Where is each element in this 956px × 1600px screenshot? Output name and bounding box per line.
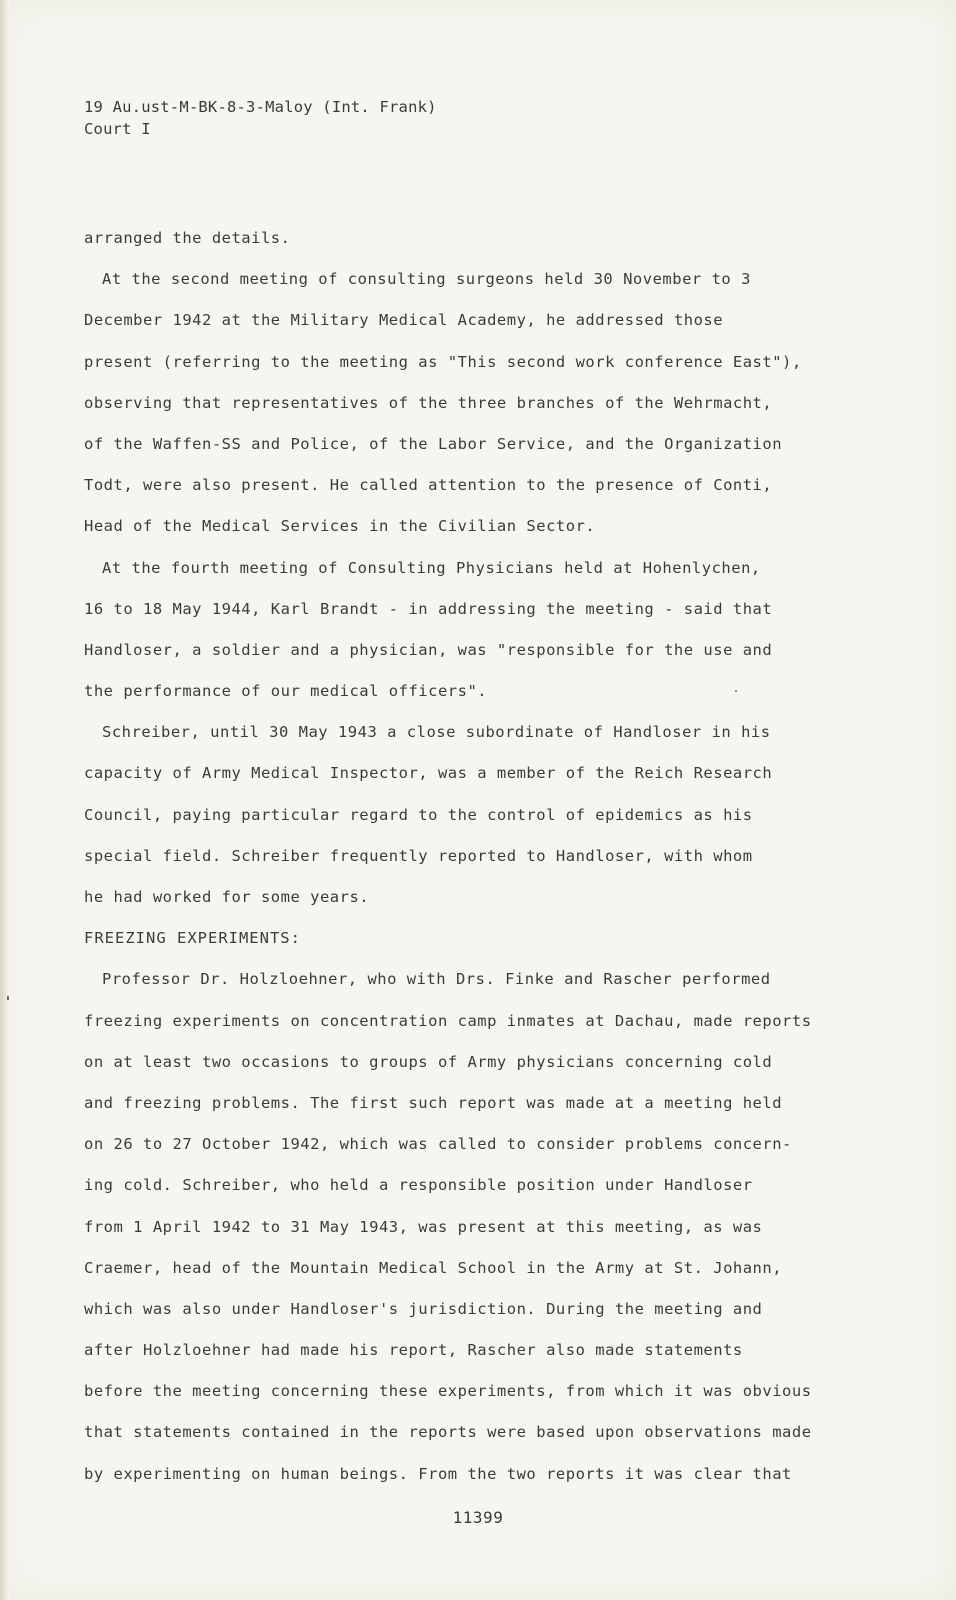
header-date-line: 19 Au.ust-M-BK-8-3-Maloy (Int. Frank) xyxy=(84,98,437,116)
body-line: Head of the Medical Services in the Civilian Sector. xyxy=(84,517,596,536)
body-line: he had worked for some years. xyxy=(84,888,370,906)
body-line: of the Waffen-SS and Police, of the Labor Service, and the Organization xyxy=(84,434,783,453)
body-line: At the second meeting of consulting surgeons held 30 November to 3 xyxy=(102,270,751,289)
body-line: by experimenting on human beings. From the two reports it was clear that xyxy=(84,1464,792,1483)
body-line: the performance of our medical officers". xyxy=(84,682,488,701)
body-line: on 26 to 27 October 1942, which was called to consider problems concern- xyxy=(84,1135,792,1154)
body-line: and freezing problems. The first such report was made at a meeting held xyxy=(84,1093,783,1112)
body-line: Professor Dr. Holzloehner, who with Drs. Finke and Rascher performed xyxy=(102,970,771,989)
margin-mark xyxy=(7,996,9,1000)
page-number: 11399 xyxy=(452,1508,504,1527)
document-body xyxy=(84,218,864,1495)
body-line: from 1 April 1942 to 31 May 1943, was present at this meeting, as was xyxy=(84,1217,763,1236)
body-line: ing cold. Schreiber, who held a responsible position under Handloser xyxy=(84,1176,753,1195)
body-line: Todt, were also present. He called attention to the presence of Conti, xyxy=(84,476,773,495)
section-heading: FREEZING EXPERIMENTS: xyxy=(84,929,301,948)
body-line: after Holzloehner had made his report, Rascher also made statements xyxy=(84,1341,743,1360)
body-line: freezing experiments on concentration camp inmates at Dachau, made reports xyxy=(84,1011,812,1030)
paper-binding-edge xyxy=(0,0,10,1600)
body-line: December 1942 at the Military Medical Academy, he addressed those xyxy=(84,311,724,330)
body-line: observing that representatives of the three branches of the Wehrmacht, xyxy=(84,393,773,412)
body-line: that statements contained in the reports were based upon observations made xyxy=(84,1423,812,1442)
document-header xyxy=(84,96,437,140)
body-line: special field. Schreiber frequently reported to Handloser, with whom xyxy=(84,846,753,865)
header-court-line: Court I xyxy=(84,120,151,138)
body-line: 16 to 18 May 1944, Karl Brandt - in addressing the meeting - said that xyxy=(84,599,773,618)
body-line: present (referring to the meeting as "This second work conference East"), xyxy=(84,352,802,371)
body-line: At the fourth meeting of Consulting Physicians held at Hohenlychen, xyxy=(102,558,761,577)
body-line: Schreiber, until 30 May 1943 a close subordinate of Handloser in his xyxy=(102,723,771,742)
body-line: capacity of Army Medical Inspector, was a member of the Reich Research xyxy=(84,764,773,783)
body-line: Craemer, head of the Mountain Medical School in the Army at St. Johann, xyxy=(84,1258,783,1277)
body-line: Handloser, a soldier and a physician, was "responsible for the use and xyxy=(84,640,773,659)
body-line: before the meeting concerning these experiments, from which it was obvious xyxy=(84,1382,812,1401)
body-line: Council, paying particular regard to the control of epidemics as his xyxy=(84,805,753,824)
body-line: which was also under Handloser's jurisdiction. During the meeting and xyxy=(84,1299,763,1318)
body-line: arranged the details. xyxy=(84,229,291,247)
body-line: on at least two occasions to groups of Army physicians concerning cold xyxy=(84,1052,773,1071)
